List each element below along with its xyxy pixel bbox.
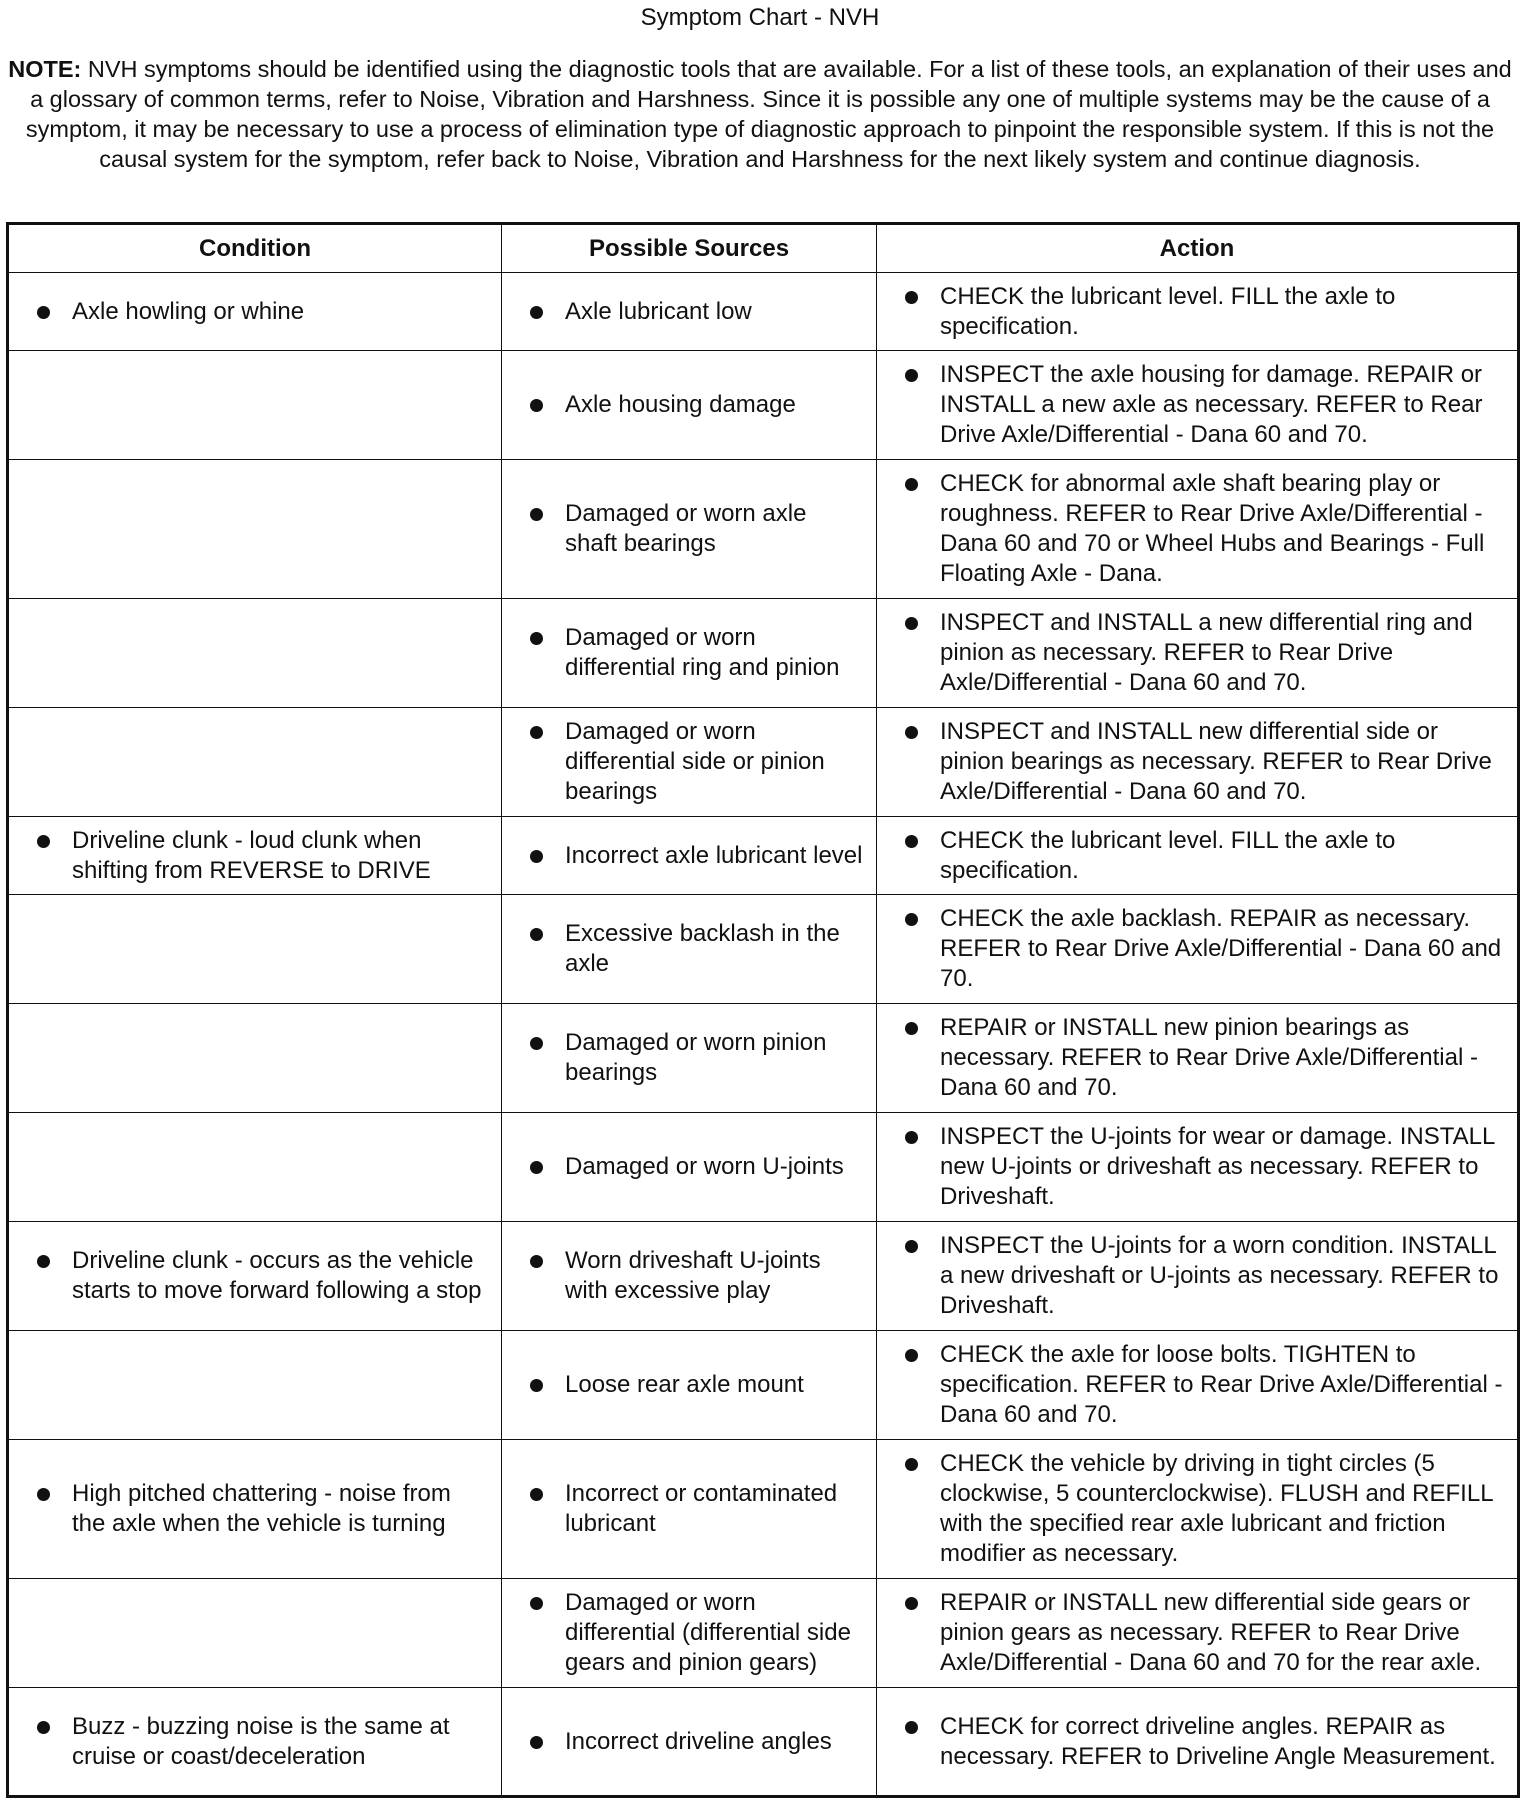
table-row bbox=[8, 895, 1519, 1004]
action-text: INSPECT and INSTALL new differential side or pinion bearings as necessary. REFER to Rear Drive Axle/Differential - Dana 60 and 70. bbox=[940, 718, 1492, 805]
table-row bbox=[8, 1222, 1519, 1331]
action-text: REPAIR or INSTALL new pinion bearings as necessary. REFER to Rear Drive Axle/Differential - Dana 60 and 70. bbox=[940, 1014, 1478, 1101]
table-row bbox=[8, 1331, 1519, 1440]
bullet-icon bbox=[530, 508, 543, 521]
table-row bbox=[8, 273, 1519, 351]
source-cell bbox=[502, 351, 877, 460]
bullet-icon bbox=[37, 835, 50, 848]
table-row bbox=[8, 351, 1519, 460]
action-cell bbox=[877, 708, 1519, 817]
source-cell bbox=[502, 817, 877, 895]
source-bullet-item bbox=[514, 623, 864, 683]
source-text: Damaged or worn differential side or pinion bearings bbox=[565, 718, 825, 805]
source-text: Damaged or worn differential (differential side gears and pinion gears) bbox=[565, 1589, 851, 1676]
table-row bbox=[8, 817, 1519, 895]
condition-bullet-item bbox=[21, 1712, 489, 1772]
bullet-icon bbox=[905, 1458, 918, 1471]
action-cell bbox=[877, 1004, 1519, 1113]
action-text: CHECK the vehicle by driving in tight circles (5 clockwise, 5 counterclockwise). FLUSH and REFILL with the specified rear axle lubricant and friction modifier as necessary. bbox=[940, 1450, 1493, 1567]
bullet-icon bbox=[905, 478, 918, 491]
note-paragraph bbox=[6, 54, 1514, 174]
bullet-icon bbox=[530, 850, 543, 863]
action-cell bbox=[877, 817, 1519, 895]
bullet-icon bbox=[530, 1488, 543, 1501]
condition-bullet-item bbox=[21, 826, 489, 886]
action-text: CHECK the lubricant level. FILL the axle to specification. bbox=[940, 282, 1396, 340]
source-cell bbox=[502, 599, 877, 708]
source-bullet-item bbox=[514, 841, 864, 871]
action-bullet-item bbox=[889, 282, 1505, 342]
table-row bbox=[8, 599, 1519, 708]
action-text: INSPECT the U-joints for a worn condition. INSTALL a new driveshaft or U-joints as necessary. REFER to Driveshaft. bbox=[940, 1232, 1499, 1319]
action-cell bbox=[877, 1440, 1519, 1579]
source-bullet-item bbox=[514, 1028, 864, 1088]
source-text: Incorrect driveline angles bbox=[565, 1727, 832, 1755]
source-cell bbox=[502, 1688, 877, 1797]
header-condition: Condition bbox=[8, 224, 502, 273]
action-cell bbox=[877, 1331, 1519, 1440]
bullet-icon bbox=[905, 1597, 918, 1610]
condition-text: High pitched chattering - noise from the axle when the vehicle is turning bbox=[72, 1480, 451, 1537]
condition-cell bbox=[8, 273, 502, 351]
bullet-icon bbox=[530, 1379, 543, 1392]
header-action: Action bbox=[877, 224, 1519, 273]
bullet-icon bbox=[905, 369, 918, 382]
symptom-table bbox=[6, 222, 1520, 1798]
bullet-icon bbox=[905, 1131, 918, 1144]
bullet-icon bbox=[37, 1255, 50, 1268]
source-text: Damaged or worn axle shaft bearings bbox=[565, 500, 807, 557]
condition-cell bbox=[8, 708, 502, 817]
condition-cell bbox=[8, 1004, 502, 1113]
bullet-icon bbox=[905, 835, 918, 848]
bullet-icon bbox=[37, 1721, 50, 1734]
source-bullet-item bbox=[514, 1588, 864, 1678]
action-bullet-item bbox=[889, 1340, 1505, 1430]
condition-bullet-item bbox=[21, 1246, 489, 1306]
action-bullet-item bbox=[889, 1588, 1505, 1678]
source-bullet-item bbox=[514, 499, 864, 559]
bullet-icon bbox=[905, 1240, 918, 1253]
source-bullet-item bbox=[514, 1370, 864, 1400]
bullet-icon bbox=[530, 1255, 543, 1268]
source-bullet-item bbox=[514, 717, 864, 807]
action-cell bbox=[877, 1688, 1519, 1797]
condition-cell bbox=[8, 599, 502, 708]
condition-cell bbox=[8, 1113, 502, 1222]
source-cell bbox=[502, 1440, 877, 1579]
source-cell bbox=[502, 1579, 877, 1688]
condition-cell bbox=[8, 460, 502, 599]
action-cell bbox=[877, 895, 1519, 1004]
action-bullet-item bbox=[889, 469, 1505, 589]
source-cell bbox=[502, 1113, 877, 1222]
bullet-icon bbox=[530, 1161, 543, 1174]
source-text: Excessive backlash in the axle bbox=[565, 920, 840, 977]
action-cell bbox=[877, 599, 1519, 708]
source-text: Incorrect or contaminated lubricant bbox=[565, 1480, 838, 1537]
bullet-icon bbox=[530, 399, 543, 412]
condition-cell bbox=[8, 817, 502, 895]
table-row bbox=[8, 708, 1519, 817]
bullet-icon bbox=[530, 1037, 543, 1050]
bullet-icon bbox=[905, 1721, 918, 1734]
source-text: Axle housing damage bbox=[565, 391, 796, 418]
condition-bullet-item bbox=[21, 1479, 489, 1539]
source-bullet-item bbox=[514, 1727, 864, 1757]
bullet-icon bbox=[905, 291, 918, 304]
source-cell bbox=[502, 460, 877, 599]
source-bullet-item bbox=[514, 1152, 864, 1182]
bullet-icon bbox=[530, 306, 543, 319]
bullet-icon bbox=[530, 632, 543, 645]
bullet-icon bbox=[905, 617, 918, 630]
bullet-icon bbox=[905, 1022, 918, 1035]
action-text: INSPECT the axle housing for damage. REPAIR or INSTALL a new axle as necessary. REFER to Rear Drive Axle/Differential - Dana 60 and 70. bbox=[940, 361, 1483, 448]
condition-bullet-item bbox=[21, 297, 489, 327]
condition-text: Driveline clunk - loud clunk when shifting from REVERSE to DRIVE bbox=[72, 826, 431, 884]
source-bullet-item bbox=[514, 1479, 864, 1539]
condition-cell bbox=[8, 895, 502, 1004]
table-row bbox=[8, 1113, 1519, 1222]
action-bullet-item bbox=[889, 904, 1505, 994]
note-text: NVH symptoms should be identified using the diagnostic tools that are available. For a list of these tools, an explanation of their uses and a glossary of common terms, refer to Noise, Vibration and Harshness. Since it is possible any one of multiple systems may be the cause of a symptom, it may be necessary to use a process of elimination type of diagnostic approach to pinpoint the responsible system. If this is not the causal system for the symptom, refer back to Noise, Vibration and Harshness for the next likely system and continue diagnosis. bbox=[25, 56, 1512, 172]
action-bullet-item bbox=[889, 608, 1505, 698]
source-cell bbox=[502, 273, 877, 351]
action-text: CHECK the axle for loose bolts. TIGHTEN to specification. REFER to Rear Drive Axle/Differential - Dana 60 and 70. bbox=[940, 1341, 1503, 1428]
action-bullet-item bbox=[889, 1013, 1505, 1103]
condition-cell bbox=[8, 1579, 502, 1688]
header-possible-sources: Possible Sources bbox=[502, 224, 877, 273]
bullet-icon bbox=[530, 1597, 543, 1610]
source-text: Loose rear axle mount bbox=[565, 1371, 804, 1398]
action-cell bbox=[877, 351, 1519, 460]
source-bullet-item bbox=[514, 390, 864, 420]
action-bullet-item bbox=[889, 1122, 1505, 1212]
action-text: CHECK for correct driveline angles. REPAIR as necessary. REFER to Driveline Angle Measurement. bbox=[940, 1712, 1496, 1770]
condition-text: Driveline clunk - occurs as the vehicle starts to move forward following a stop bbox=[72, 1247, 482, 1304]
action-bullet-item bbox=[889, 1231, 1505, 1321]
note-label: NOTE: bbox=[8, 56, 82, 82]
bullet-icon bbox=[530, 928, 543, 941]
source-bullet-item bbox=[514, 297, 864, 327]
condition-cell bbox=[8, 1222, 502, 1331]
source-cell bbox=[502, 1222, 877, 1331]
action-bullet-item bbox=[889, 360, 1505, 450]
table-row bbox=[8, 1688, 1519, 1797]
bullet-icon bbox=[530, 726, 543, 739]
bullet-icon bbox=[905, 913, 918, 926]
action-text: CHECK for abnormal axle shaft bearing play or roughness. REFER to Rear Drive Axle/Differential - Dana 60 and 70 or Wheel Hubs and Bearings - Full Floating Axle - Dana. bbox=[940, 470, 1485, 587]
action-cell bbox=[877, 1113, 1519, 1222]
table-row bbox=[8, 1579, 1519, 1688]
condition-cell bbox=[8, 1440, 502, 1579]
source-text: Axle lubricant low bbox=[565, 297, 752, 325]
source-bullet-item bbox=[514, 919, 864, 979]
action-cell bbox=[877, 273, 1519, 351]
action-bullet-item bbox=[889, 1712, 1505, 1772]
action-bullet-item bbox=[889, 717, 1505, 807]
source-cell bbox=[502, 1331, 877, 1440]
action-text: CHECK the axle backlash. REPAIR as necessary. REFER to Rear Drive Axle/Differential - Dana 60 and 70. bbox=[940, 905, 1502, 992]
source-cell bbox=[502, 1004, 877, 1113]
action-cell bbox=[877, 1222, 1519, 1331]
condition-cell bbox=[8, 1331, 502, 1440]
bullet-icon bbox=[37, 306, 50, 319]
source-text: Damaged or worn U-joints bbox=[565, 1153, 844, 1180]
action-text: CHECK the lubricant level. FILL the axle to specification. bbox=[940, 826, 1396, 884]
source-text: Incorrect axle lubricant level bbox=[565, 841, 863, 869]
table-row bbox=[8, 460, 1519, 599]
bullet-icon bbox=[905, 726, 918, 739]
condition-text: Axle howling or whine bbox=[72, 297, 305, 325]
action-cell bbox=[877, 1579, 1519, 1688]
table-header-row bbox=[8, 224, 1519, 273]
action-text: REPAIR or INSTALL new differential side gears or pinion gears as necessary. REFER to Rear Drive Axle/Differential - Dana 60 and 70 for the rear axle. bbox=[940, 1589, 1482, 1676]
source-bullet-item bbox=[514, 1246, 864, 1306]
source-cell bbox=[502, 895, 877, 1004]
source-text: Damaged or worn pinion bearings bbox=[565, 1029, 827, 1086]
condition-cell bbox=[8, 1688, 502, 1797]
source-text: Damaged or worn differential ring and pinion bbox=[565, 624, 840, 681]
action-cell bbox=[877, 460, 1519, 599]
table-row bbox=[8, 1440, 1519, 1579]
condition-text: Buzz - buzzing noise is the same at cruise or coast/deceleration bbox=[72, 1712, 450, 1770]
source-text: Worn driveshaft U-joints with excessive play bbox=[565, 1247, 821, 1304]
source-cell bbox=[502, 708, 877, 817]
action-text: INSPECT the U-joints for wear or damage. INSTALL new U-joints or driveshaft as necessary. REFER to Driveshaft. bbox=[940, 1123, 1495, 1210]
bullet-icon bbox=[905, 1349, 918, 1362]
page-title: Symptom Chart - NVH bbox=[640, 4, 880, 31]
table-row bbox=[8, 1004, 1519, 1113]
action-bullet-item bbox=[889, 826, 1505, 886]
bullet-icon bbox=[530, 1736, 543, 1749]
condition-cell bbox=[8, 351, 502, 460]
bullet-icon bbox=[37, 1488, 50, 1501]
action-text: INSPECT and INSTALL a new differential ring and pinion as necessary. REFER to Rear Drive Axle/Differential - Dana 60 and 70. bbox=[940, 609, 1473, 696]
action-bullet-item bbox=[889, 1449, 1505, 1569]
